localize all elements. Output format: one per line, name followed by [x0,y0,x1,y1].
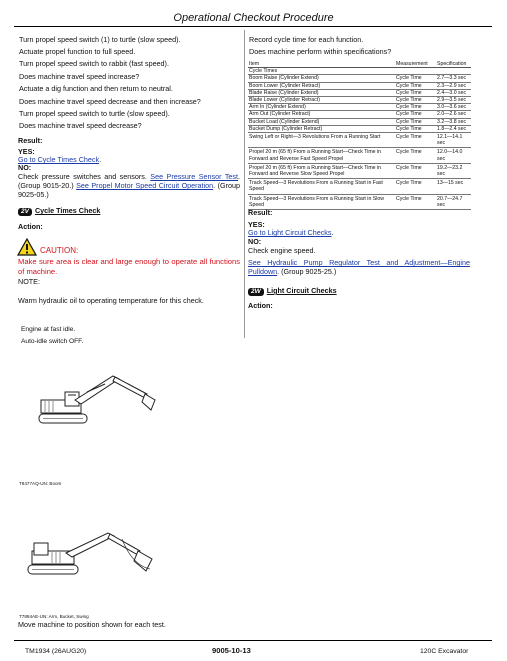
page-title: Operational Checkout Procedure [173,12,334,24]
table-cell: Cycle Time [395,75,436,82]
right-no-link-block [248,258,470,276]
column-divider [244,30,245,338]
table-cell: Track Speed—3 Revolutions From a Running Start in Slow Speed [248,194,395,209]
table-cell: Blade Lower (Cylinder Retract) [248,97,395,104]
table-cell: 2.7—3.3 sec [436,75,471,82]
table-cell: Cycle Time [395,163,436,178]
table-cell: Cycle Time [395,125,436,132]
table-cell: 19.2—23.2 sec [436,163,471,178]
right-no-text: Check engine speed. [248,246,316,255]
right-action-label: Action: [248,301,273,310]
right-no-text-2: . (Group 9025-25.) [277,267,337,276]
section-light-circuit [248,286,337,296]
table-row [248,104,471,111]
table-cell: Propel 20 m (65 ft) From a Running Start—Check Time in Forward and Reverse Slow Speed Propel [248,163,395,178]
table-cell: Cycle Time [395,133,436,148]
table-cell: Cycle Time [395,111,436,118]
light-circuit-link[interactable]: Go to Light Circuit Checks [248,228,332,237]
note-label: NOTE: [18,277,40,286]
no-label: NO: [18,163,32,172]
action-label: Action: [18,222,43,231]
table-cell: Track Speed—3 Revolutions From a Running Start in Fast Speed [248,179,395,194]
cycle-times-link[interactable]: Go to Cycle Times Check [18,155,100,164]
right-no-label: NO: [248,237,262,246]
table-header-measurement: Measurement [395,61,436,68]
excavator-boom-figure [35,370,175,430]
move-text: Move machine to position shown for each test. [18,620,166,629]
table-cell: 12.0—14.0 sec [436,148,471,163]
table-cell: Propel 20 m (65 ft) From a Running Start—Check Time in Forward and Reverse Fast Speed Propel [248,148,395,163]
record-intro: Record cycle time for each function. [249,35,364,44]
autoidle-text: Auto-idle switch OFF. [21,338,84,345]
table-cell: Bucket Load (Cylinder Extend) [248,118,395,125]
step-3: Turn propel speed switch to rabbit (fast speed). [19,59,169,68]
table-cell: Blade Raise (Cylinder Extend) [248,89,395,96]
table-cell: Cycle Time [395,194,436,209]
figure-2-caption: T7894AE-UN: Arm, Bucket, Swing [19,614,89,619]
table-header-item: Item [248,61,395,68]
table-cell: 13—15 sec [436,179,471,194]
section-title-cycle-times: Cycle Times Check [34,206,101,215]
section-badge-2w: 2W [248,288,264,296]
table-row [248,75,471,82]
table-cell: Boom Lower (Cylinder Retract) [248,82,395,89]
table-row [248,148,471,163]
caution-label: CAUTION: [40,246,79,255]
table-cell: Cycle Time [395,118,436,125]
yes-row: Go to Cycle Times Check. [18,155,102,164]
excavator-arm-figure [22,525,172,583]
yes-label: YES: [18,147,35,156]
table-cell: Boom Raise (Cylinder Extend) [248,75,395,82]
table-row [248,111,471,118]
table-row [248,97,471,104]
no-text-1: Check pressure switches and sensors. [18,172,147,181]
cycle-times-table [248,61,471,210]
table-row [248,133,471,148]
result-label: Result: [18,136,43,145]
no-text-3: . (Group 9025-05.) [18,181,241,199]
engine-text: Engine at fast idle. [21,326,76,333]
table-cell: 12.1—14.1 sec [436,133,471,148]
table-cell: Cycle Time [395,82,436,89]
right-result-label: Result: [248,208,273,217]
step-8: Does machine travel speed decrease? [19,121,142,130]
table-row [248,194,471,209]
table-cell: 3.0—3.6 sec [436,104,471,111]
caution-text: Make sure area is clear and large enough to operate all functions of machine. [18,257,240,276]
footer-page-number: 9005-10-13 [212,646,251,655]
table-row [248,179,471,194]
table-row [248,89,471,96]
table-header-row [248,61,471,68]
propel-motor-link[interactable]: See Propel Motor Speed Circuit Operation [76,181,214,190]
right-yes-label: YES: [248,220,265,229]
table-cell: Arm In (Cylinder Extend) [248,104,395,111]
table-cell: Cycle Time [395,179,436,194]
table-cell: 20.7—24.7 sec [436,194,471,209]
table-row [248,82,471,89]
table-cell: Cycle Time [395,104,436,111]
no-text [18,172,240,199]
caution-icon [17,238,37,256]
table-cell: 2.9—3.5 sec [436,97,471,104]
figure-1-caption: T8477AQ-UN: Boom [19,481,62,486]
table-cell: Cycle Time [395,148,436,163]
step-1: Turn propel speed switch (1) to turtle (slow speed). [19,35,181,44]
hydraulic-pump-link[interactable]: See Hydraulic Pump Regulator Test and Adjustment—Engine Pulldown [248,258,470,276]
no-text-2: . (Group 9015-20.) [18,172,241,190]
step-7: Turn propel speed switch to turtle (slow speed). [19,109,170,118]
right-yes-row: Go to Light Circuit Checks. [248,228,334,237]
footer-left: TM1934 (26AUG20) [25,648,87,655]
step-2: Actuate propel function to full speed. [19,47,136,56]
footer-rule [14,640,492,641]
table-cell: 1.8—2.4 sec [436,125,471,132]
table-row [248,118,471,125]
table-group-row [248,68,471,75]
table-cell: Cycle Time [395,97,436,104]
table-header-spec: Specification [436,61,471,68]
table-cell: 2.0—2.6 sec [436,111,471,118]
table-row [248,125,471,132]
section-title-light-circuit: Light Circuit Checks [266,286,337,295]
pressure-sensor-link[interactable]: See Pressure Sensor Test [150,172,239,181]
table-cell: Cycle Time [395,89,436,96]
step-5: Actuate a dig function and then return to neutral. [19,84,173,93]
section-badge-2v: 2V [18,208,32,216]
table-cell: 2.3—2.9 sec [436,82,471,89]
table-cell: Swing Left or Right—3 Revolutions From a Running Start [248,133,395,148]
note-text: Warm hydraulic oil to operating temperature for this check. [18,296,204,305]
table-cell: Arm Out (Cylinder Retract) [248,111,395,118]
table-group-label: Cycle Times [248,68,471,75]
step-6: Does machine travel speed decrease and then increase? [19,97,201,106]
table-cell: 2.4—3.0 sec [436,89,471,96]
footer-right: 120C Excavator [420,648,469,655]
section-cycle-times [18,206,100,216]
table-cell: Bucket Dump (Cylinder Retract) [248,125,395,132]
header-rule [14,26,492,27]
table-cell: 3.2—3.8 sec [436,118,471,125]
spec-intro: Does machine perform within specifications? [249,47,392,56]
table-row [248,163,471,178]
step-4: Does machine travel speed increase? [19,72,140,81]
